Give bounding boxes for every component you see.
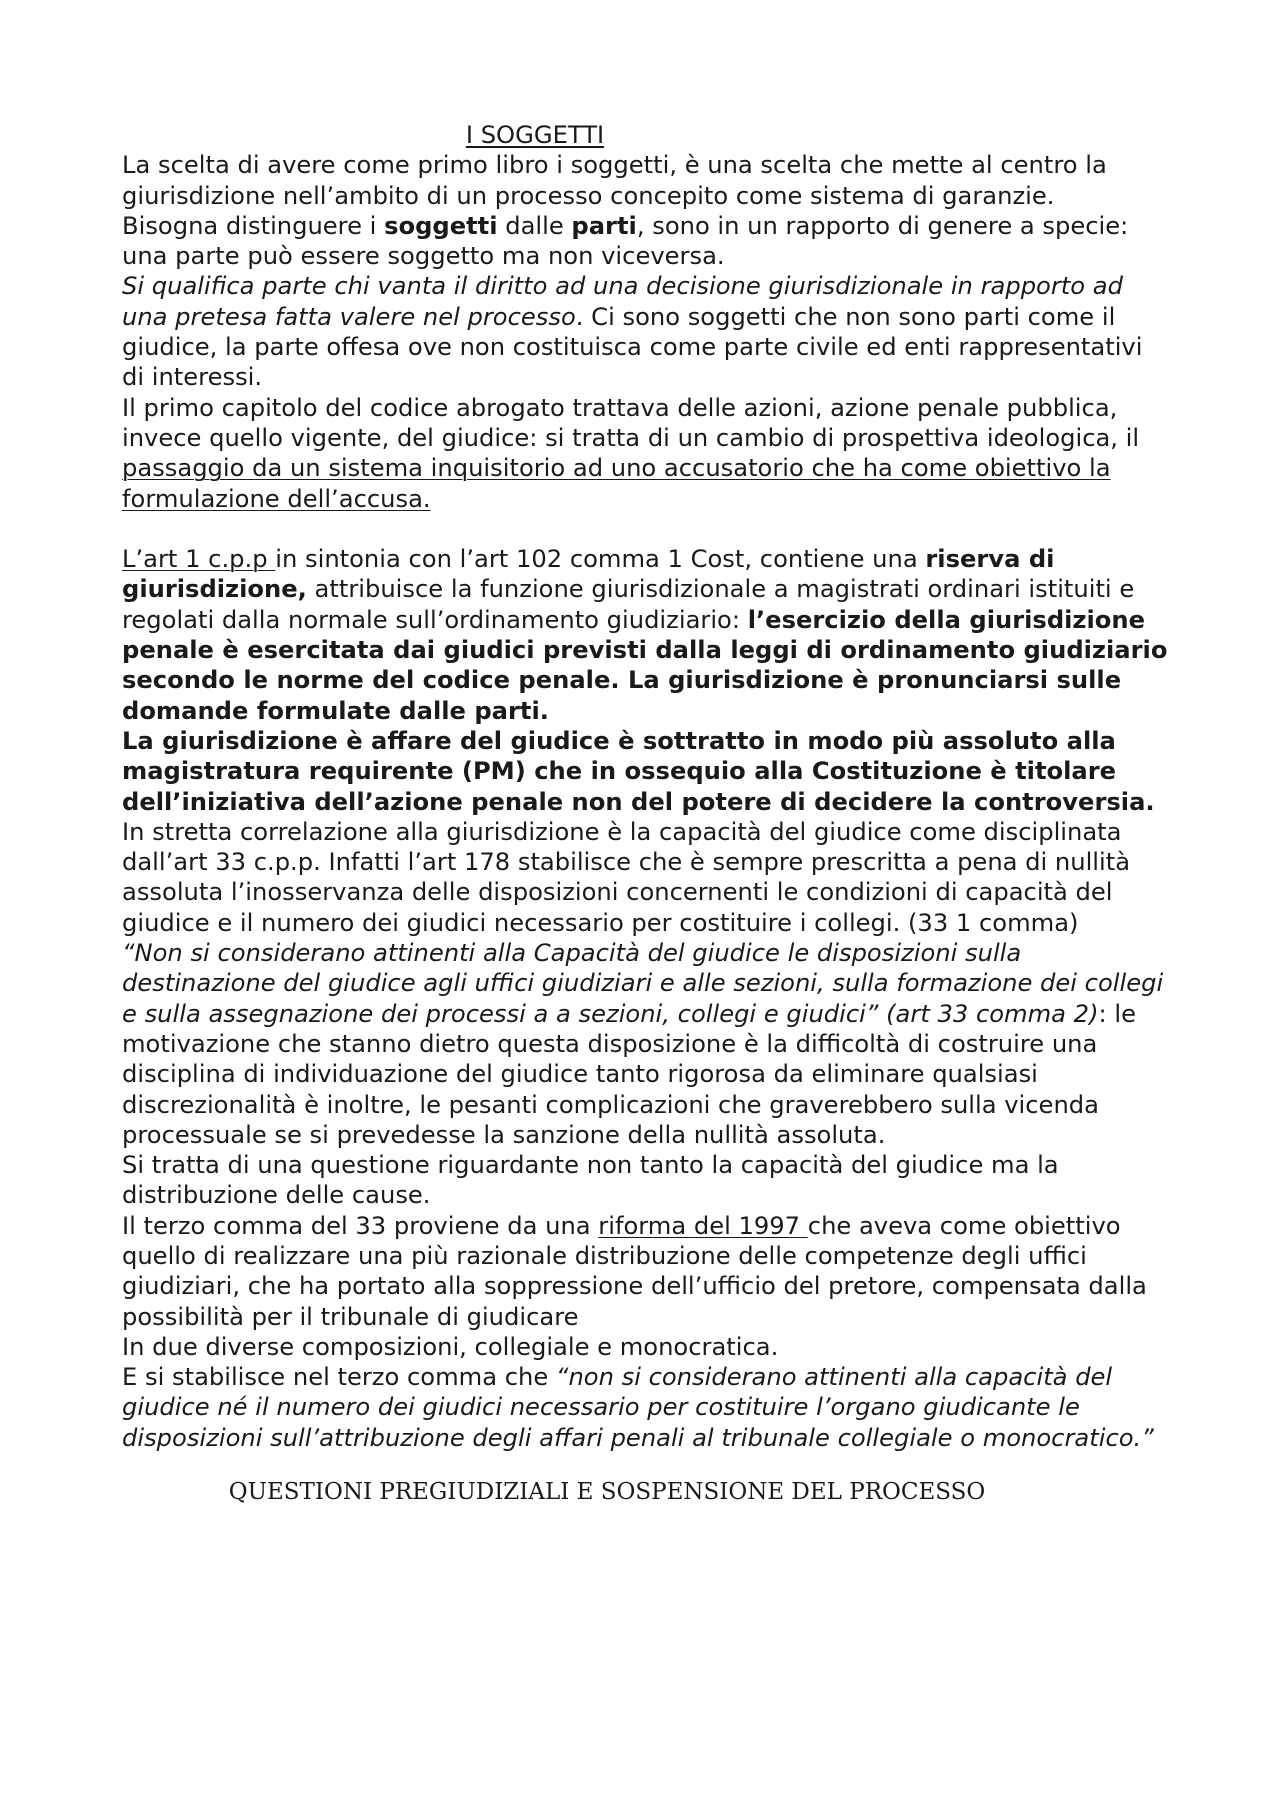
text-run: Il primo capitolo del codice abrogato trattava delle azioni, azione penale pubblica, invece quello vigente, del giudice: si tratta di un cambio di prospettiva ideologica, il — [122, 393, 1140, 452]
underlined-art1: L’art 1 c.p.p — [122, 545, 276, 574]
bold-giurisdizione: La giurisdizione è affare del giudice è sottratto in modo più assoluto alla magistratura requirente (PM) che in ossequio alla Costituzione è titolare dell’iniziativa dell’azione penale non del potere di decidere la controversia. — [122, 726, 1155, 816]
underlined-riforma: riforma del 1997 — [598, 1211, 808, 1240]
paragraph-giurisdizione-affare — [122, 726, 1172, 817]
paragraph-definizione-parte — [122, 271, 1172, 392]
paragraph-art33-comma2 — [122, 938, 1172, 1150]
text-run: Il terzo comma del 33 proviene da una — [122, 1211, 599, 1240]
paragraph-composizioni: In due diverse composizioni, collegiale e monocratica. — [122, 1332, 779, 1361]
text-run: Bisogna distinguere i — [122, 211, 385, 240]
text-run: E si stabilisce nel terzo comma che — [122, 1363, 556, 1392]
italic-definition: Si qualifica parte chi vanta il diritto ad una decisione giurisdizionale in rapporto ad una pretesa fatta valere nel processo — [122, 272, 1123, 331]
text-run: , sono in un rapporto di genere a specie: una parte può essere soggetto ma non viceversa. — [122, 211, 1129, 271]
document-title: I SOGGETTI — [465, 121, 605, 149]
bold-soggetti: soggetti — [384, 211, 498, 240]
paragraph-art1 — [122, 544, 1172, 726]
underlined-passaggio: passaggio da un sistema inquisitorio ad uno accusatorio che ha come obiettivo la formulazione dell’accusa. — [122, 454, 1111, 513]
italic-quote-art33: “Non si considerano attinenti alla Capacità del giudice le disposizioni sulla destinazione del giudice agli uffici giudiziari e alle sezioni, sulla formazione dei collegi e sulla assegnazione dei processi a a sezioni, collegi e giudici” (art 33 comma 2) — [122, 939, 1164, 1028]
text-run: : le motivazione che stanno dietro questa disposizione è la difficoltà di costruire una disciplina di individuazione del giudice tanto rigorosa da eliminare qualsiasi discrezionalità è inoltre, le pesanti complicazioni che graverebbero sulla vicenda processuale se si prevedesse la sanzione della nullità assoluta. — [122, 999, 1136, 1149]
document-page — [122, 120, 1172, 1507]
paragraph-terzo-comma — [122, 1211, 1172, 1332]
section-heading: QUESTIONI PREGIUDIZIALI E SOSPENSIONE DEL PROCESSO — [228, 1479, 986, 1506]
italic-quote-terzo-comma: “non si considerano attinenti alla capacità del giudice né il numero dei giudici necessario per costituire l’organo giudicante le disposizioni sull’attribuzione degli affari penali al tribunale collegiale o monocratico.” — [122, 1363, 1154, 1452]
paragraph-capacita: In stretta correlazione alla giurisdizione è la capacità del giudice come disciplinata dall’art 33 c.p.p. Infatti l’art 178 stabilisce che è sempre prescritta a pena di nullità assoluta l’inosservanza delle disposizioni concernenti le condizioni di capacità del giudice e il numero dei giudici necessario per costituire i collegi. (33 1 comma) — [122, 817, 1131, 937]
paragraph-intro: La scelta di avere come primo libro i soggetti, è una scelta che mette al centro la giurisdizione nell’ambito di un processo concepito come sistema di garanzie. — [122, 151, 1107, 210]
paragraph-distribuzione: Si tratta di una questione riguardante non tanto la capacità del giudice ma la distribuzione delle cause. — [122, 1151, 1059, 1210]
paragraph-si-stabilisce — [122, 1362, 1172, 1453]
blank-line — [122, 514, 1172, 544]
bold-riserva: riserva di giurisdizione, — [122, 545, 1055, 604]
text-run: che aveva come obiettivo quello di realizzare una più razionale distribuzione delle competenze degli uffici giudiziari, che ha portato alla soppressione dell’ufficio del pretore, compensata dalla possibilità per il tribunale di giudicare — [122, 1211, 1147, 1331]
bold-esercizio: l’esercizio della giurisdizione penale è esercitata dai giudici previsti dalla leggi di ordinamento giudiziario secondo le norme del codice penale. La giurisdizione è pronunciarsi sulle domande formulate dalle parti. — [122, 605, 1168, 725]
bold-parti: parti — [571, 211, 637, 240]
paragraph-soggetti-parti — [122, 211, 1172, 272]
paragraph-codice-abrogato — [122, 393, 1172, 514]
text-run: in sintonia con l’art 102 comma 1 Cost, contiene una — [275, 545, 926, 574]
text-run: dalle — [497, 211, 572, 240]
text-run: . Ci sono soggetti che non sono parti come il giudice, la parte offesa ove non costituisca come parte civile ed enti rappresentativi di interessi. — [122, 302, 1143, 392]
text-run: attribuisce la funzione giurisdizionale a magistrati ordinari istituiti e regolati dalla normale sull’ordinamento giudiziario: — [122, 575, 1135, 634]
